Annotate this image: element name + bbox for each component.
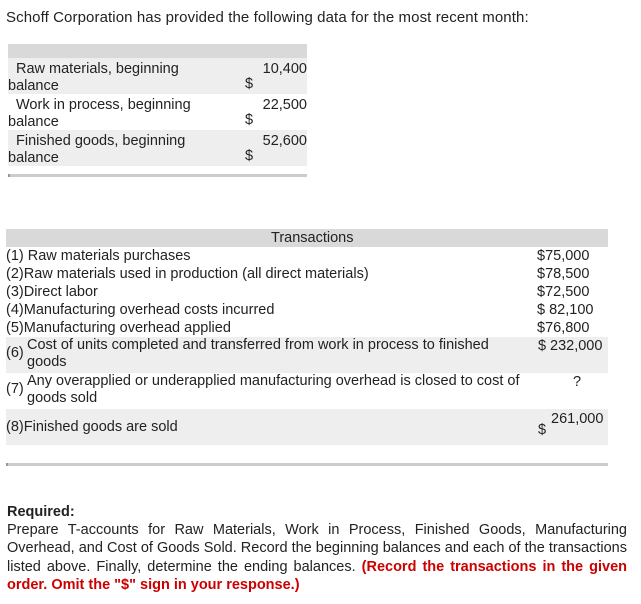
transaction-desc	[6, 283, 98, 301]
transaction-amount: ?	[573, 374, 582, 390]
balance-label: Work in process, beginning balance	[8, 97, 191, 130]
table-footer-spacer	[6, 445, 608, 463]
required-title: Required:	[7, 504, 75, 520]
transaction-desc	[6, 319, 231, 337]
balance-label: Finished goods, beginning balance	[8, 133, 186, 166]
dollar-sign: $	[245, 76, 254, 92]
table-row	[6, 283, 608, 301]
transaction-desc	[6, 247, 191, 265]
transaction-amount: $76,800	[537, 320, 590, 336]
transaction-number: (8)	[6, 419, 24, 435]
transaction-amount: $78,500	[537, 266, 590, 282]
transaction-number: (5)	[6, 320, 24, 336]
dollar-sign: $	[245, 112, 254, 128]
transaction-desc	[6, 301, 274, 319]
transaction-text: Raw materials used in production (all direct materials)	[23, 266, 369, 282]
table-header	[8, 44, 307, 58]
required-emphasis: (Record the transactions in the given order. Omit the "$" sign in your response.)	[7, 558, 627, 593]
transaction-desc	[6, 265, 369, 283]
transaction-text: Manufacturing overhead costs incurred	[23, 302, 275, 318]
table-row	[6, 301, 608, 319]
transaction-text: Manufacturing overhead applied	[23, 320, 231, 336]
transaction-number: (7)	[6, 381, 24, 397]
table-row	[8, 130, 307, 166]
transaction-number: (1)	[6, 248, 24, 264]
table-row	[6, 247, 608, 265]
transactions-header	[6, 229, 608, 247]
transaction-text: Finished goods are sold	[23, 419, 178, 435]
required-text: Prepare T-accounts for Raw Materials, Work in Process, Finished Goods, Manufacturing Overhead, and Cost of Goods Sold. Record the beginning balances and each of the transactions listed above. Finally, determine the ending balances.	[7, 522, 627, 575]
table-row	[6, 337, 608, 373]
transaction-number: (6)	[6, 345, 24, 361]
transaction-amount: 261,000	[551, 411, 604, 427]
transaction-text: Any overapplied or underapplied manufacturing overhead is closed to cost of goods sold	[27, 373, 520, 406]
table-row	[6, 319, 608, 337]
transaction-text: Raw materials purchases	[27, 248, 191, 264]
transaction-amount: $ 82,100	[537, 302, 594, 318]
dollar-sign: $	[538, 422, 547, 438]
transaction-amount: 232,000	[550, 338, 603, 354]
transaction-number: (4)	[6, 302, 24, 318]
balance-amount: 52,600	[262, 133, 307, 149]
table-bottom-border	[8, 174, 307, 177]
transaction-amount: $72,500	[537, 284, 590, 300]
table-row	[8, 94, 307, 130]
required-section	[7, 503, 627, 594]
transaction-number: (2)	[6, 266, 24, 282]
transaction-number: (3)	[6, 284, 24, 300]
table-footer-spacer	[8, 166, 307, 174]
intro-text: Schoff Corporation has provided the following data for the most recent month:	[6, 9, 529, 26]
balance-amount: 22,500	[262, 97, 307, 113]
table-row	[6, 373, 608, 409]
table-row	[6, 409, 608, 445]
transaction-amount: $75,000	[537, 248, 590, 264]
balance-label: Raw materials, beginning balance	[8, 61, 179, 94]
table-bottom-border	[6, 463, 608, 466]
transactions-table	[6, 229, 608, 466]
beginning-balances-table	[8, 44, 307, 177]
table-row	[6, 265, 608, 283]
transaction-text: Direct labor	[23, 284, 98, 300]
balance-amount: 10,400	[262, 61, 307, 77]
transaction-text: Cost of units completed and transferred from work in process to finished goods	[27, 337, 489, 370]
table-row	[8, 58, 307, 94]
dollar-sign: $	[245, 148, 254, 164]
transactions-title: Transactions	[271, 230, 354, 246]
dollar-sign: $	[538, 338, 547, 354]
transaction-desc	[6, 418, 178, 436]
